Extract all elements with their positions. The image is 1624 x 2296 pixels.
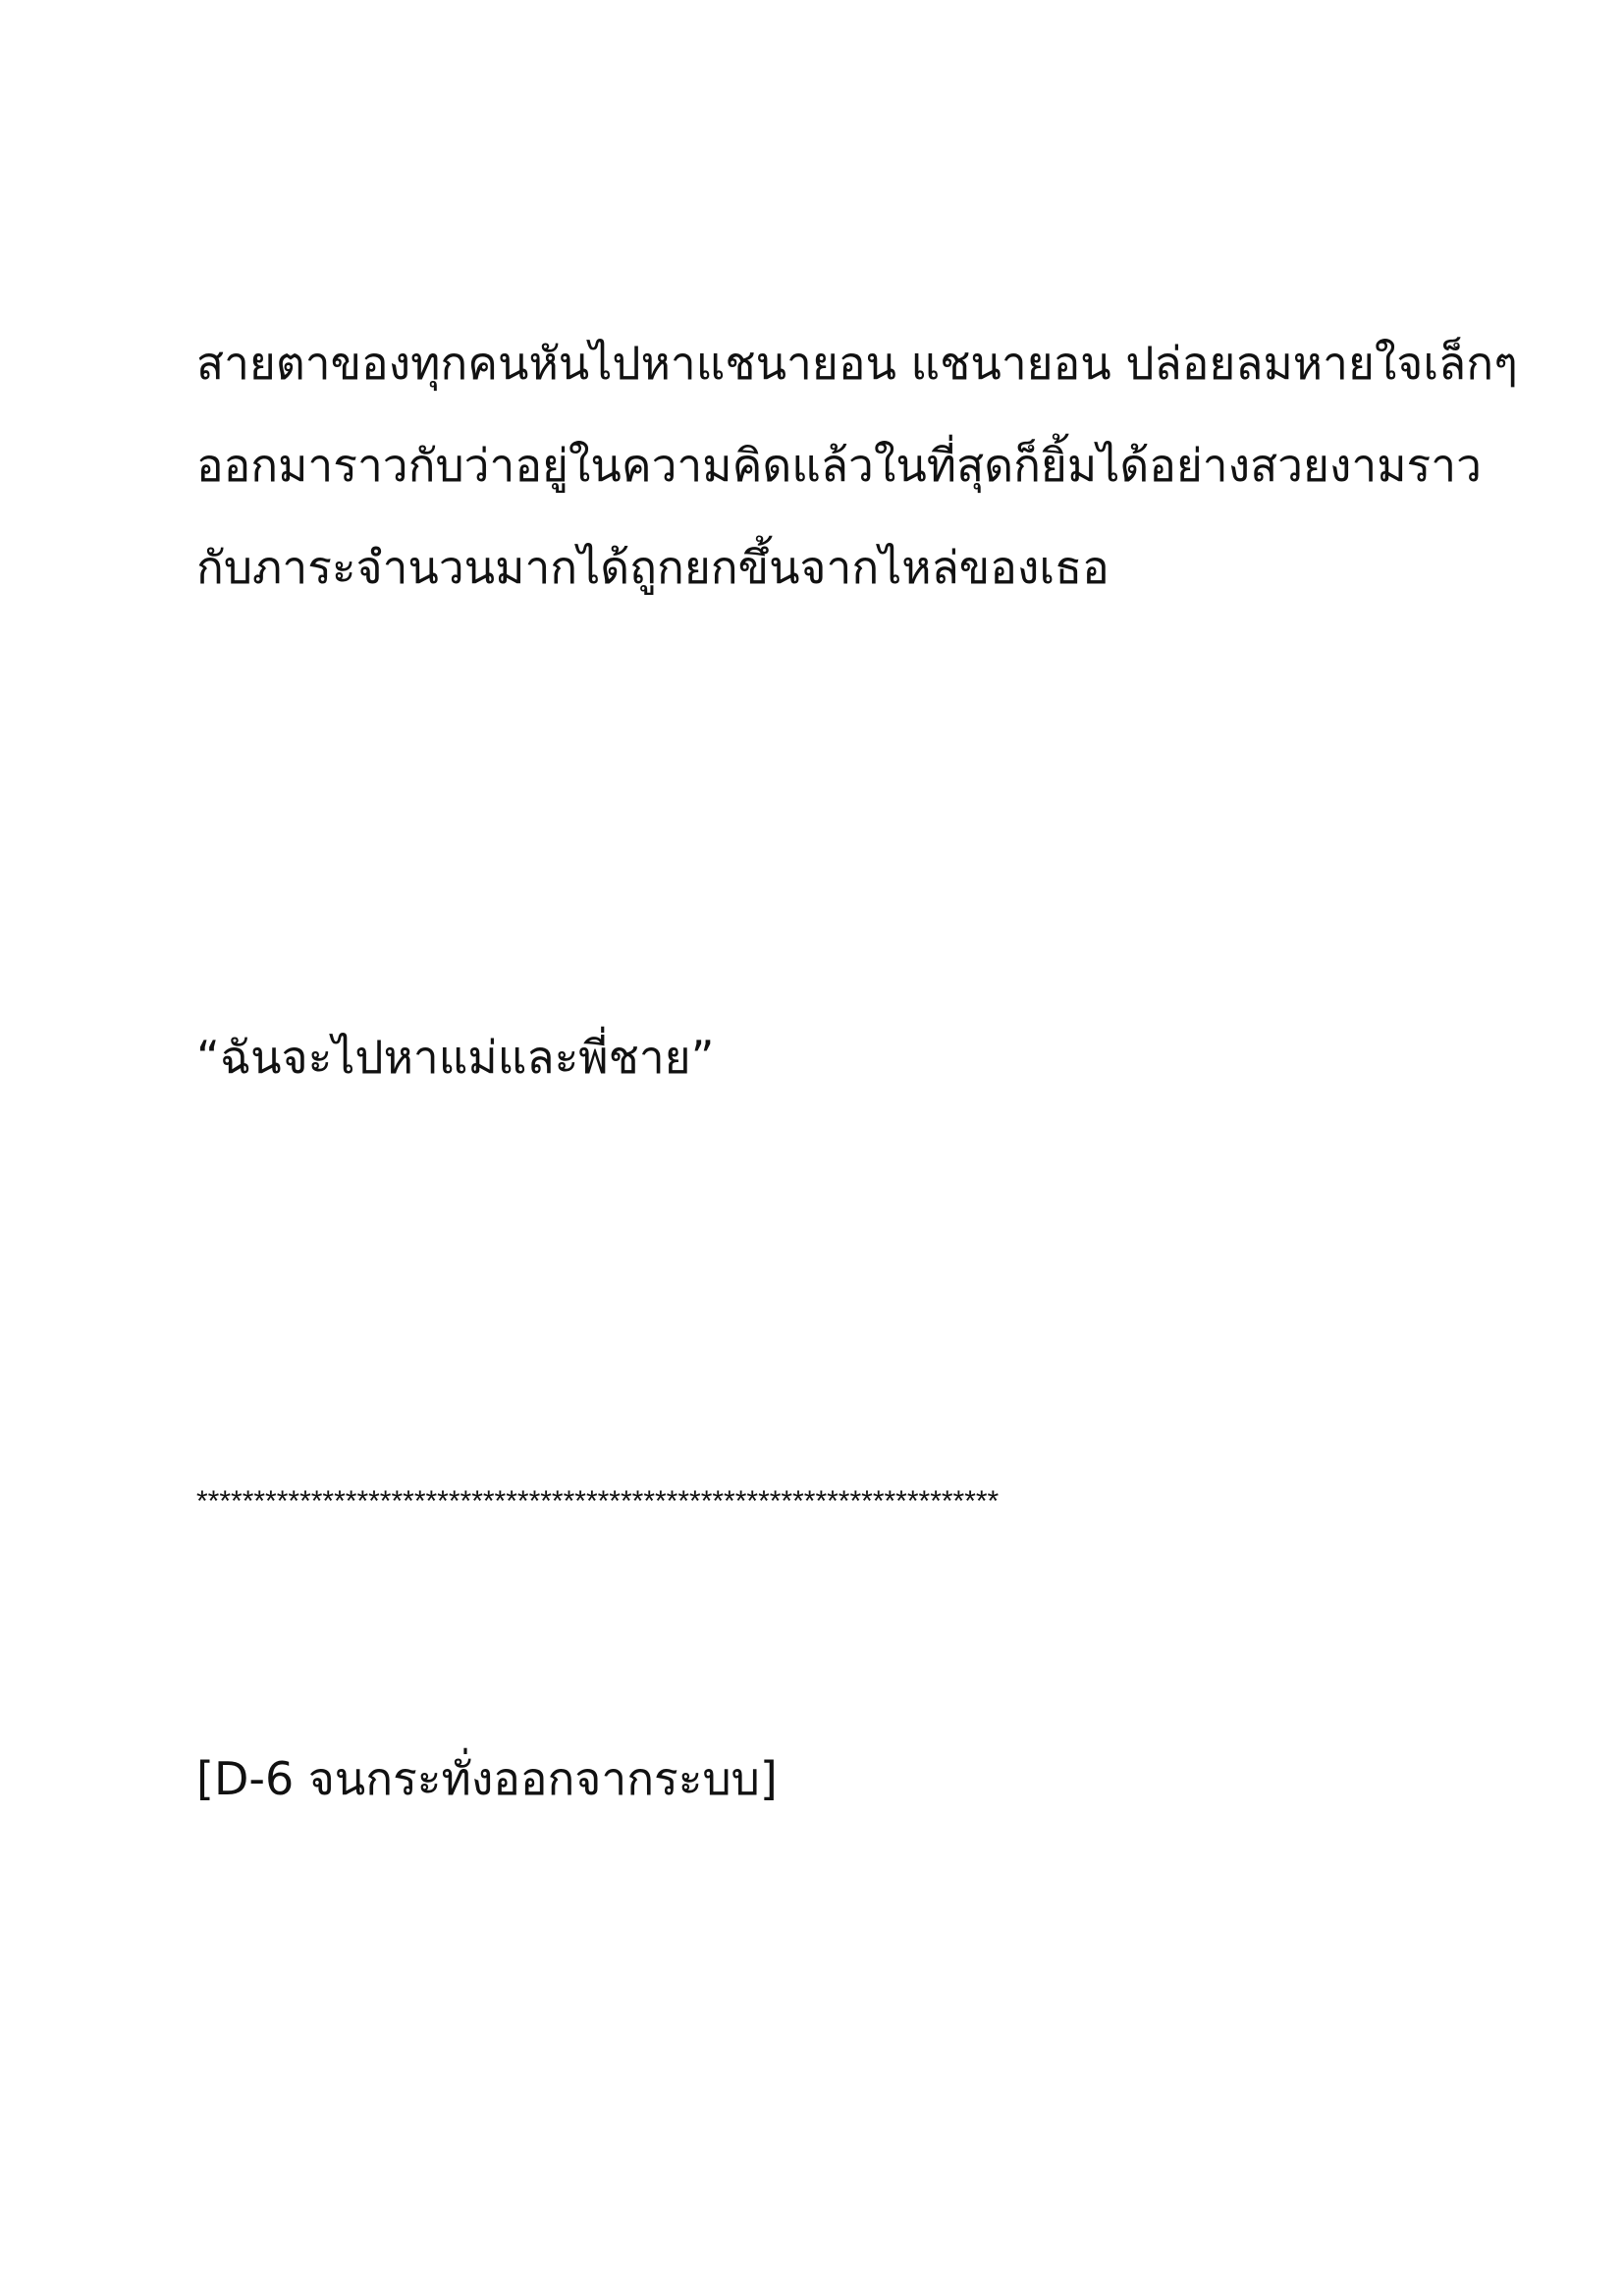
dialogue-text: “ฉันจะไปหาแม่และพี่ชาย” [196, 1031, 715, 1084]
section-heading [196, 1728, 1453, 1830]
paragraph-line: กับภาระจำนวนมากได้ถูกยกขึ้นจากไหล่ของเธอ [196, 541, 1110, 594]
section-heading-text: [D-6 จนกระทั่งออกจากระบบ] [196, 1752, 778, 1805]
paragraph-line: ออกมาราวกับว่าอยู่ในความคิดแล้วในที่สุดก็ยิ้มได้อย่างสวยงามราว [196, 439, 1482, 492]
section-separator: ********************************************************************** [196, 1485, 1000, 1518]
paragraph-line: สายตาของทุกคนหันไปหาแชนายอน แชนายอน ปล่อยลมหายใจเล็กๆ [196, 337, 1518, 390]
dialogue-line [196, 1006, 1453, 1108]
narrative-paragraph [196, 312, 1518, 618]
